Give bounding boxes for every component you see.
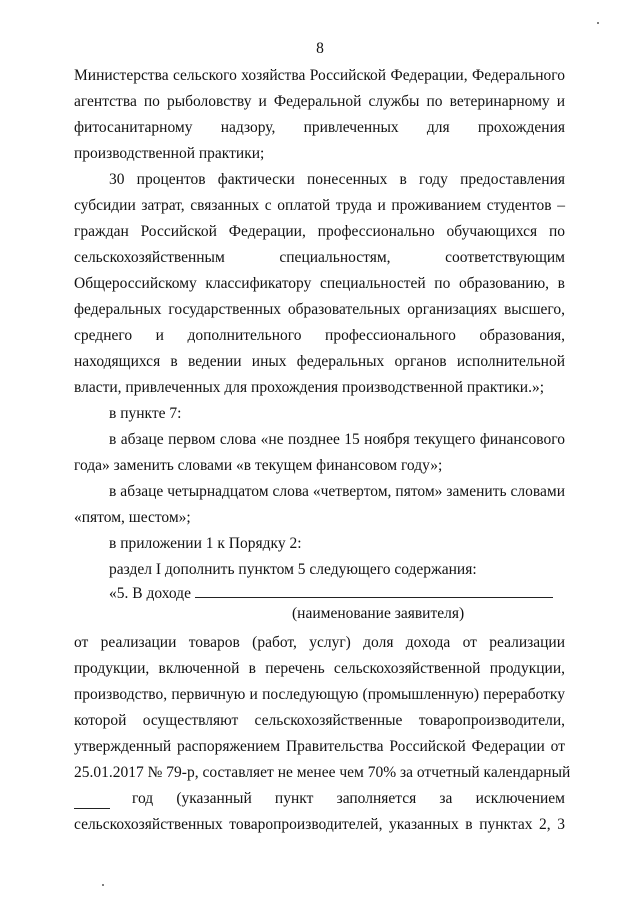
text-line: власти, привлеченных для прохождения производственной практики.»; — [74, 379, 545, 396]
text-line: которой осуществляют сельскохозяйственные товаропроизводители, — [74, 712, 565, 729]
text-line: федеральных государственных образовательных организациях высшего, — [74, 301, 565, 318]
text-line: фитосанитарному надзору, привлеченных для прохождения — [74, 119, 565, 136]
text-line: в абзаце первом слова «не позднее 15 ноября текущего финансового — [109, 431, 565, 448]
text-line: «пятом, шестом»; — [74, 509, 191, 526]
text-line: находящихся в ведении иных федеральных органов исполнительной — [74, 353, 565, 370]
text-line: Общероссийскому классификатору специальностей по образованию, в — [74, 275, 565, 292]
text-line: среднего и дополнительного профессионального образования, — [74, 327, 565, 344]
text-line: в абзаце четырнадцатом слова «четвертом, пятом» заменить словами — [109, 483, 565, 500]
text-line: граждан Российской Федерации, профессионально обучающихся по — [74, 223, 565, 240]
year-fill-line — [74, 789, 565, 809]
text-line: в приложении 1 к Порядку 2: — [109, 535, 302, 552]
text-line: от реализации товаров (работ, услуг) доля дохода от реализации — [74, 634, 565, 651]
blank-caption: (наименование заявителя) — [292, 605, 465, 622]
text-line: «5. В доходе — [109, 585, 191, 602]
scan-speck — [597, 22, 599, 24]
text-line: сельскохозяйственным специальностям, соответствующим — [74, 249, 565, 266]
text-line: сельскохозяйственных товаропроизводителей, указанных в пунктах 2, 3 — [74, 816, 565, 833]
year-blank — [74, 794, 110, 809]
text-line: Министерства сельского хозяйства Российской Федерации, Федерального — [74, 67, 565, 84]
text-line: в пункте 7: — [109, 405, 182, 422]
text-line: агентства по рыболовству и Федеральной службы по ветеринарному и — [74, 93, 565, 110]
income-fill-line — [109, 583, 565, 603]
scan-speck — [102, 884, 104, 886]
text-line: раздел I дополнить пунктом 5 следующего содержания: — [109, 561, 477, 578]
text-line: год (указанный пункт заполняется за исключением — [132, 790, 565, 807]
text-line: года» заменить словами «в текущем финансовом году»; — [74, 457, 443, 474]
text-line: производственной практики; — [74, 145, 265, 162]
text-line: субсидии затрат, связанных с оплатой труда и проживанием студентов – — [74, 197, 565, 214]
text-line: продукции, включенной в перечень сельскохозяйственной продукции, — [74, 660, 565, 677]
text-line: 30 процентов фактически понесенных в году предоставления — [109, 171, 565, 188]
applicant-name-blank — [195, 583, 553, 598]
page-number: 8 — [316, 40, 324, 57]
text-line: производство, первичную и последующую (промышленную) переработку — [74, 686, 565, 703]
text-line: утвержденный распоряжением Правительства Российской Федерации от — [74, 738, 565, 755]
text-line: 25.01.2017 № 79-р, составляет не менее чем 70% за отчетный календарный — [74, 764, 571, 781]
